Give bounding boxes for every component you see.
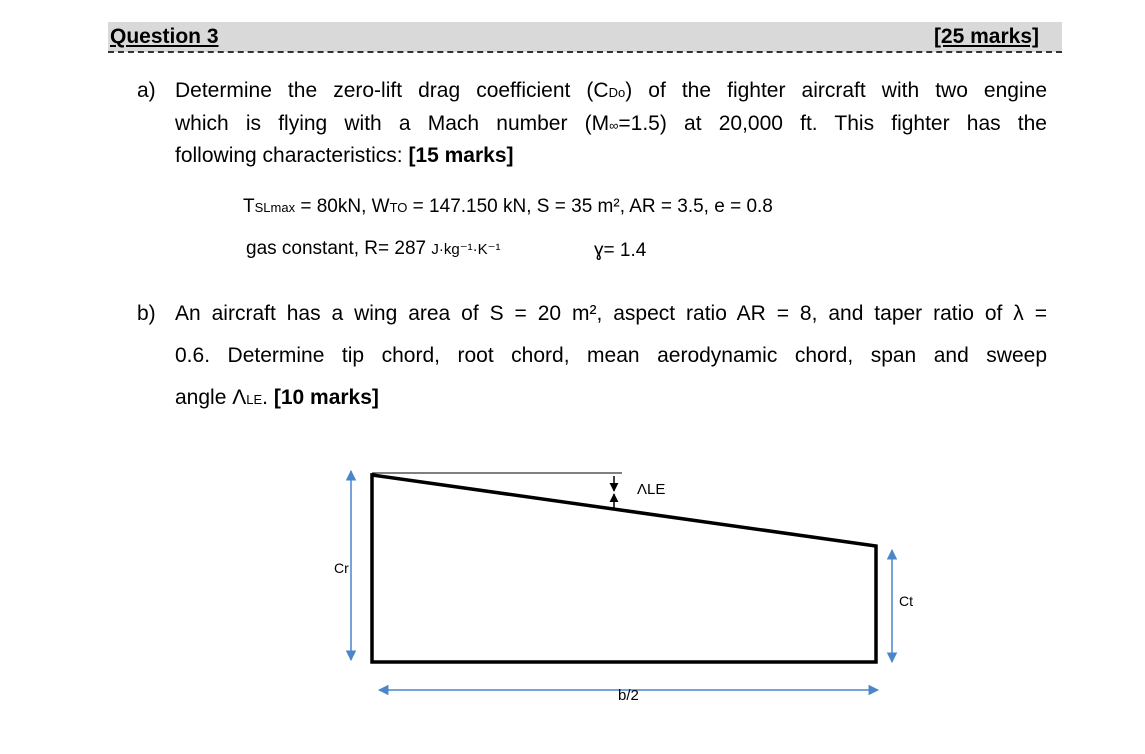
part-a-line-1: Determine the zero-lift drag coefficient (CDo) of the fighter aircraft with two engine — [175, 79, 1047, 102]
part-b-label: b) — [137, 302, 156, 325]
gas-constant-line: gas constant, R= 287 J·kg⁻¹·K⁻¹ — [246, 238, 501, 259]
part-a-line-2: which is flying with a Mach number (M∞=1.5) at 20,000 ft. This fighter has the — [175, 112, 1047, 135]
part-b-line-3: angle ΛLE. [10 marks] — [175, 386, 379, 409]
part-a-label: a) — [137, 79, 156, 102]
root-chord-label: Cr — [334, 560, 349, 576]
part-b-line-2: 0.6. Determine tip chord, root chord, mean aerodynamic chord, span and sweep — [175, 344, 1047, 367]
question-marks: [25 marks] — [933, 25, 1039, 48]
wing-planform — [372, 475, 876, 662]
part-a-marks: [15 marks] — [408, 144, 514, 167]
characteristics-formula: TSLmax = 80kN, WTO = 147.150 kN, S = 35 m², AR = 3.5, e = 0.8 — [243, 196, 773, 217]
part-b-marks: [10 marks] — [273, 386, 379, 409]
question-title: Question 3 — [110, 25, 219, 48]
gamma-value: ɣ= 1.4 — [594, 240, 647, 261]
sweep-angle-label: ΛLE — [637, 481, 666, 498]
part-b-line-1: An aircraft has a wing area of S = 20 m², aspect ratio AR = 8, and taper ratio of λ = — [175, 302, 1047, 325]
half-span-label: b/2 — [618, 687, 639, 704]
tip-chord-label: Ct — [899, 593, 913, 609]
part-a-line-3: following characteristics: [15 marks] — [175, 144, 514, 167]
